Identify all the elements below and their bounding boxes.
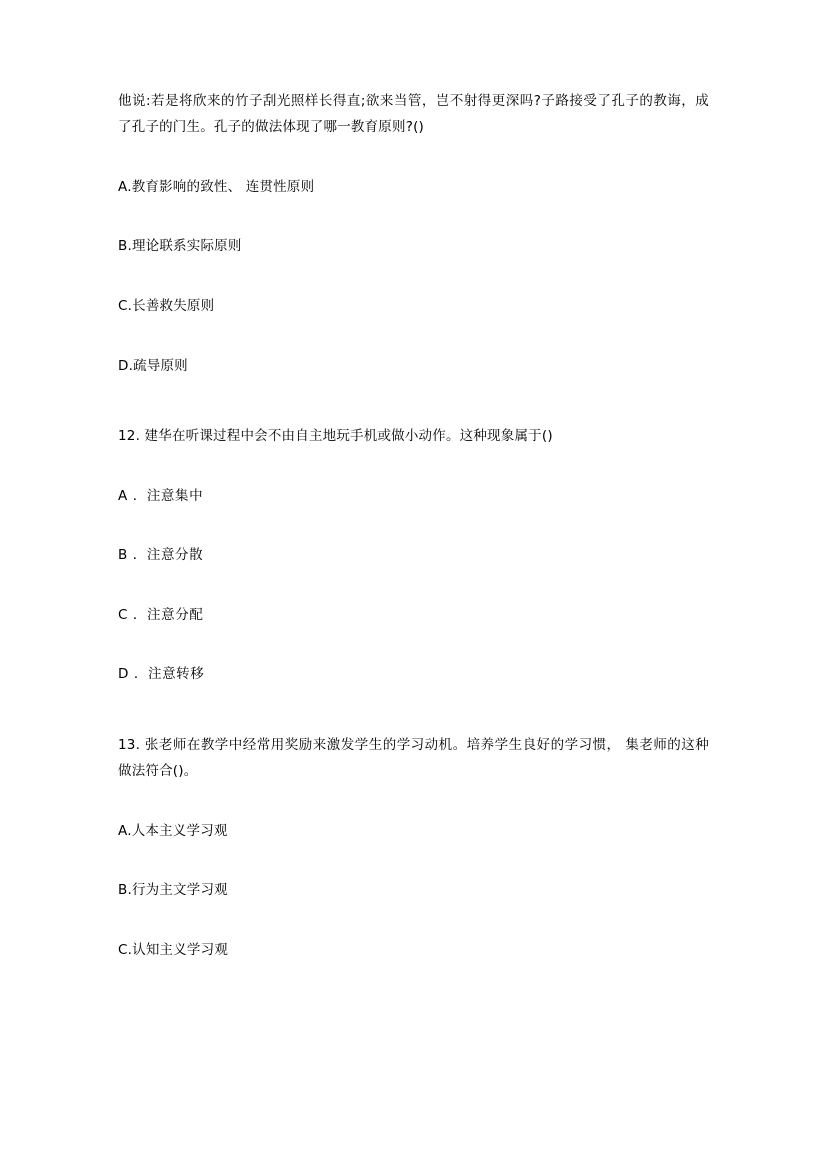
question-13-option-b: B.行为主文学习观: [118, 882, 228, 899]
question-12-option-a: A ．注意集中: [118, 487, 204, 504]
question-11-option-b: B.理论联系实际原则: [118, 238, 242, 255]
question-11-option-d: D.疏导原则: [118, 357, 188, 374]
question-13-stem: 13. 张老师在教学中经常用奖励来激发学生的学习动机。培养学生良好的学习惯， 集老师的这种做法符合()。: [118, 737, 709, 780]
question-12-option-d: D ．注意转移: [118, 666, 205, 683]
question-11-option-c: C.长善救失原则: [118, 297, 215, 314]
question-13-option-c: C.认知主义学习观: [118, 941, 229, 958]
question-12-option-c: C ．注意分配: [118, 606, 204, 623]
question-12-option-b: B ．注意分散: [118, 547, 204, 564]
question-11-option-a: A.教育影响的致性、 连贯性原则: [118, 178, 315, 195]
question-12-stem: 12. 建华在听课过程中会不由自主地玩手机或做小动作。这种现象属于(): [118, 428, 553, 445]
question-13-option-a: A.人本主义学习观: [118, 822, 228, 839]
question-11-stem: 他说:若是将欣来的竹子刮光照样长得直;欲来当管，岂不射得更深吗?子路接受了孔子的教诲，成了孔子的门生。孔子的做法体现了哪一教育原则?(): [118, 93, 709, 136]
